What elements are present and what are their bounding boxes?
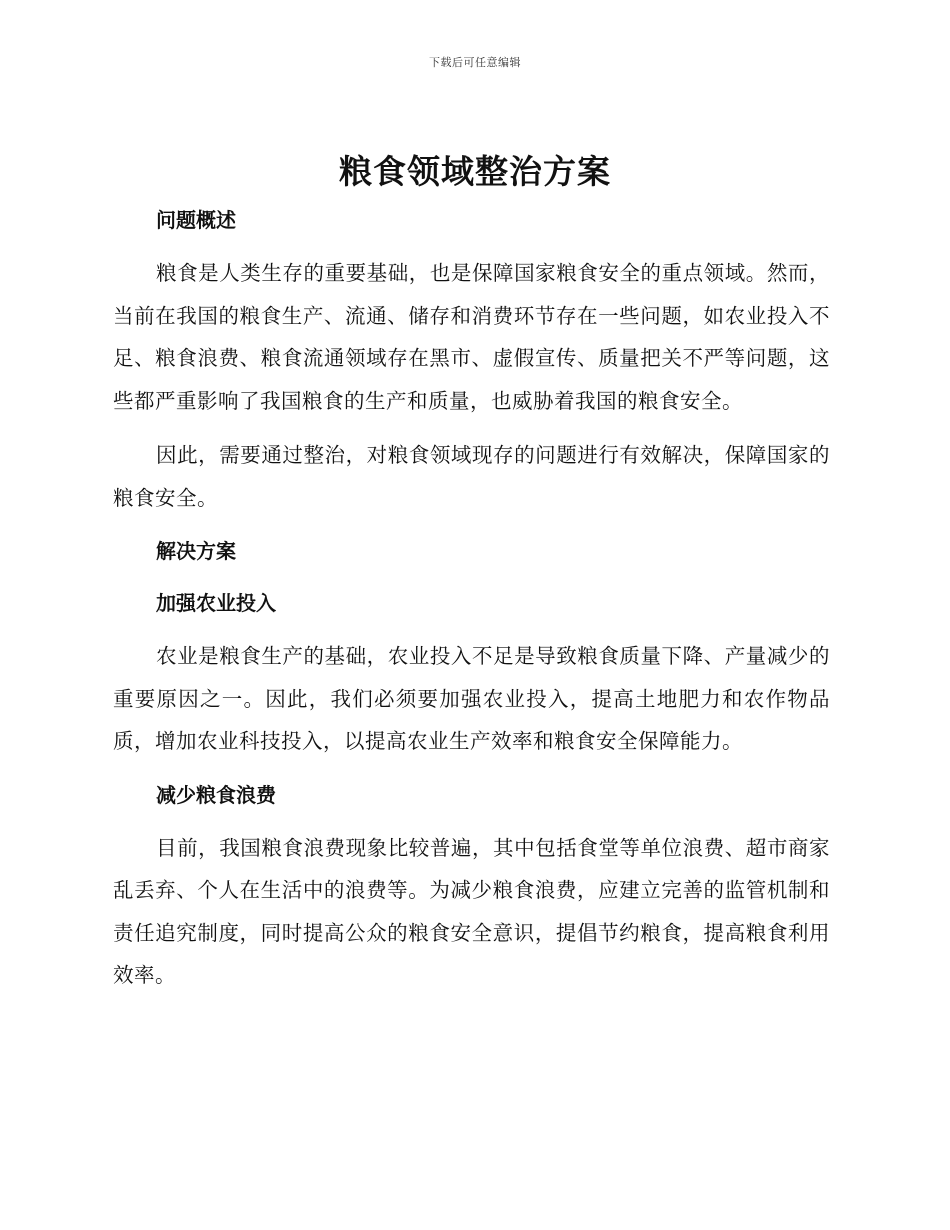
section-heading-solution: 解决方案 [156, 539, 236, 563]
header-note: 下载后可任意编辑 [429, 56, 521, 69]
document-title: 粮食领域整治方案 [339, 152, 611, 191]
paragraph-overview-1: 粮食是人类生存的重要基础，也是保障国家粮食安全的重点领域。然而，当前在我国的粮食生产、流通、储存和消费环节存在一些问题，如农业投入不足、粮食浪费、粮食流通领域存在黑市、虚假宣传、质量把关不严等问题，这些都严重影响了我国粮食的生产和质量，也威胁着我国的粮食安全。 [113, 261, 830, 413]
section-heading-overview: 问题概述 [156, 208, 236, 232]
paragraph-overview-2: 因此，需要通过整治，对粮食领域现存的问题进行有效解决，保障国家的粮食安全。 [113, 443, 830, 510]
subsection-heading-waste: 减少粮食浪费 [156, 782, 276, 807]
paragraph-waste: 目前，我国粮食浪费现象比较普遍，其中包括食堂等单位浪费、超市商家乱丢弃、个人在生活中的浪费等。为减少粮食浪费，应建立完善的监管机制和责任追究制度，同时提高公众的粮食安全意识，提倡节约粮食，提高粮食利用效率。 [113, 835, 830, 987]
document-body [113, 200, 830, 997]
paragraph-agriculture: 农业是粮食生产的基础，农业投入不足是导致粮食质量下降、产量减少的重要原因之一。因此，我们必须要加强农业投入，提高土地肥力和农作物品质，增加农业科技投入，以提高农业生产效率和粮食安全保障能力。 [113, 644, 830, 753]
subsection-heading-agriculture: 加强农业投入 [156, 591, 276, 615]
